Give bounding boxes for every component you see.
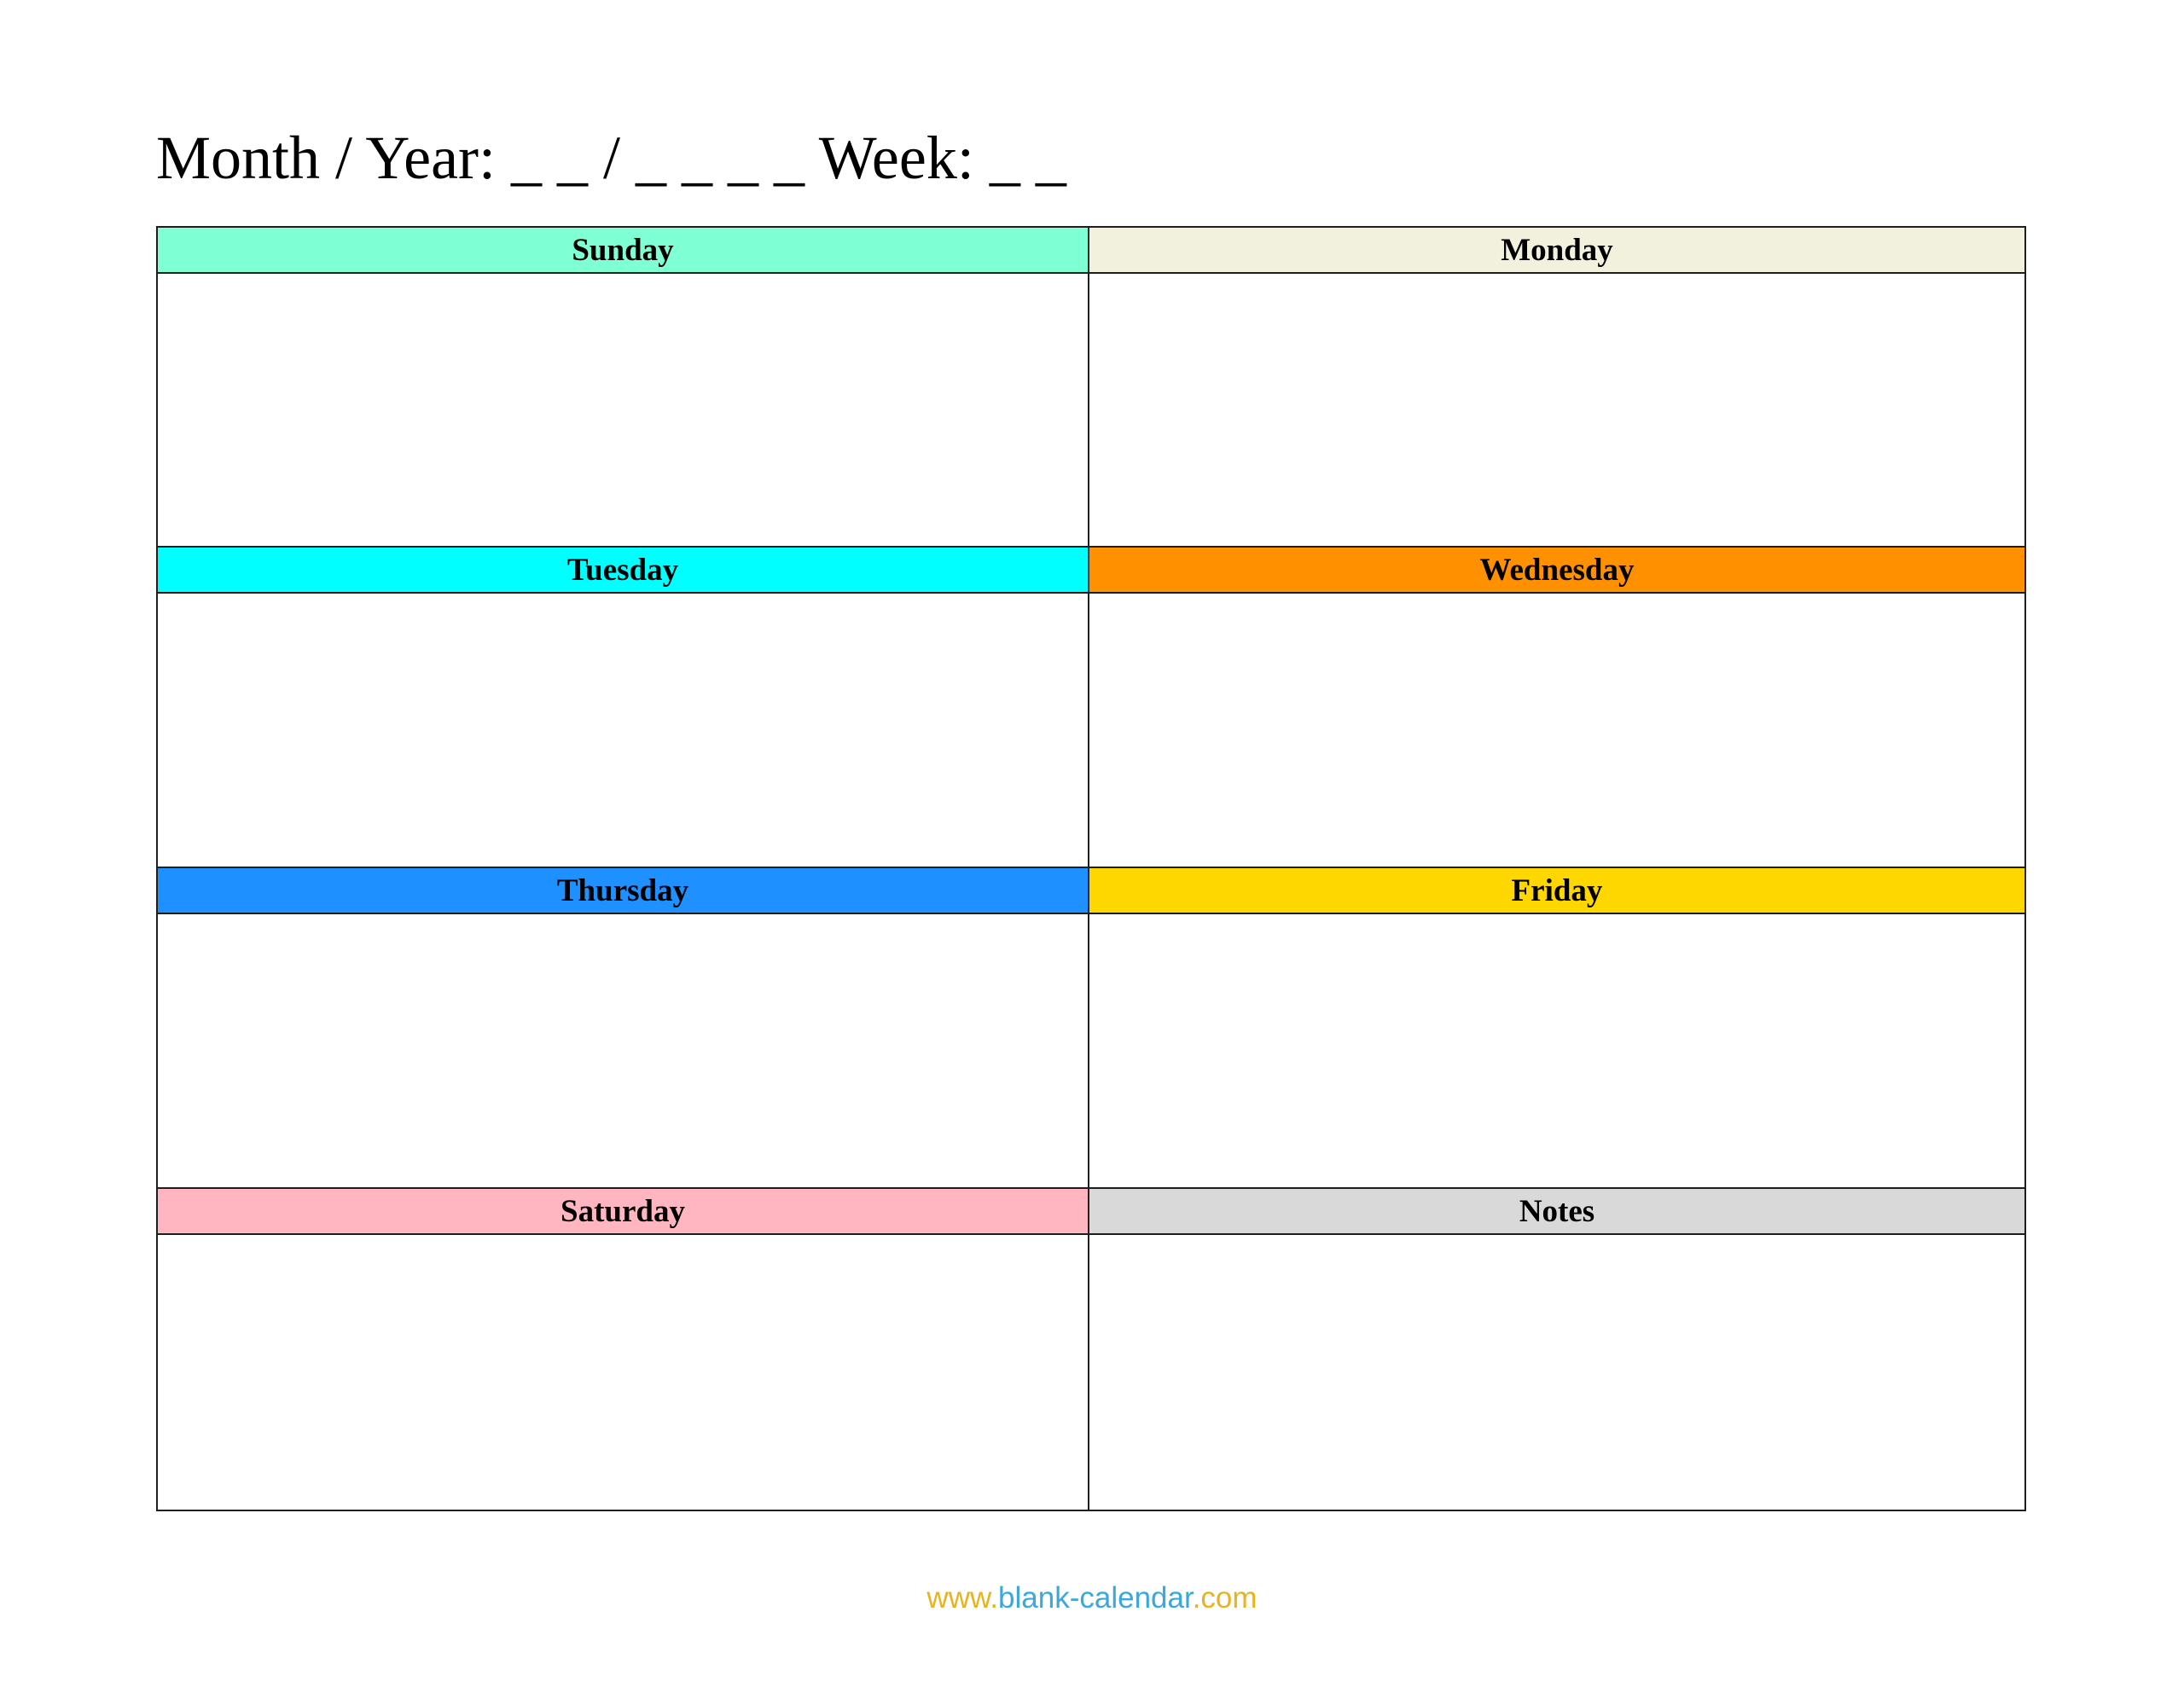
day-header-sunday: Sunday [158, 228, 1089, 274]
footer-url-domain: blank-calendar [998, 1581, 1193, 1615]
day-cell-friday [1089, 914, 2024, 1189]
footer-url-link[interactable] [0, 1583, 2184, 1613]
day-cell-monday [1089, 274, 2024, 548]
day-header-thursday: Thursday [158, 868, 1089, 914]
day-cell-thursday [158, 914, 1089, 1189]
page-title: Month / Year: _ _ / _ _ _ _ Week: _ _ [156, 124, 1066, 192]
day-header-friday: Friday [1089, 868, 2024, 914]
notes-header: Notes [1089, 1189, 2024, 1235]
day-header-tuesday: Tuesday [158, 548, 1089, 594]
day-cell-wednesday [1089, 594, 2024, 868]
weekly-calendar-table [156, 226, 2026, 1511]
day-header-wednesday: Wednesday [1089, 548, 2024, 594]
day-cell-saturday [158, 1235, 1089, 1510]
footer-url-com: .com [1192, 1581, 1258, 1615]
day-header-saturday: Saturday [158, 1189, 1089, 1235]
day-cell-tuesday [158, 594, 1089, 868]
footer-url-www: www. [926, 1581, 999, 1615]
day-cell-sunday [158, 274, 1089, 548]
day-header-monday: Monday [1089, 228, 2024, 274]
notes-cell [1089, 1235, 2024, 1510]
